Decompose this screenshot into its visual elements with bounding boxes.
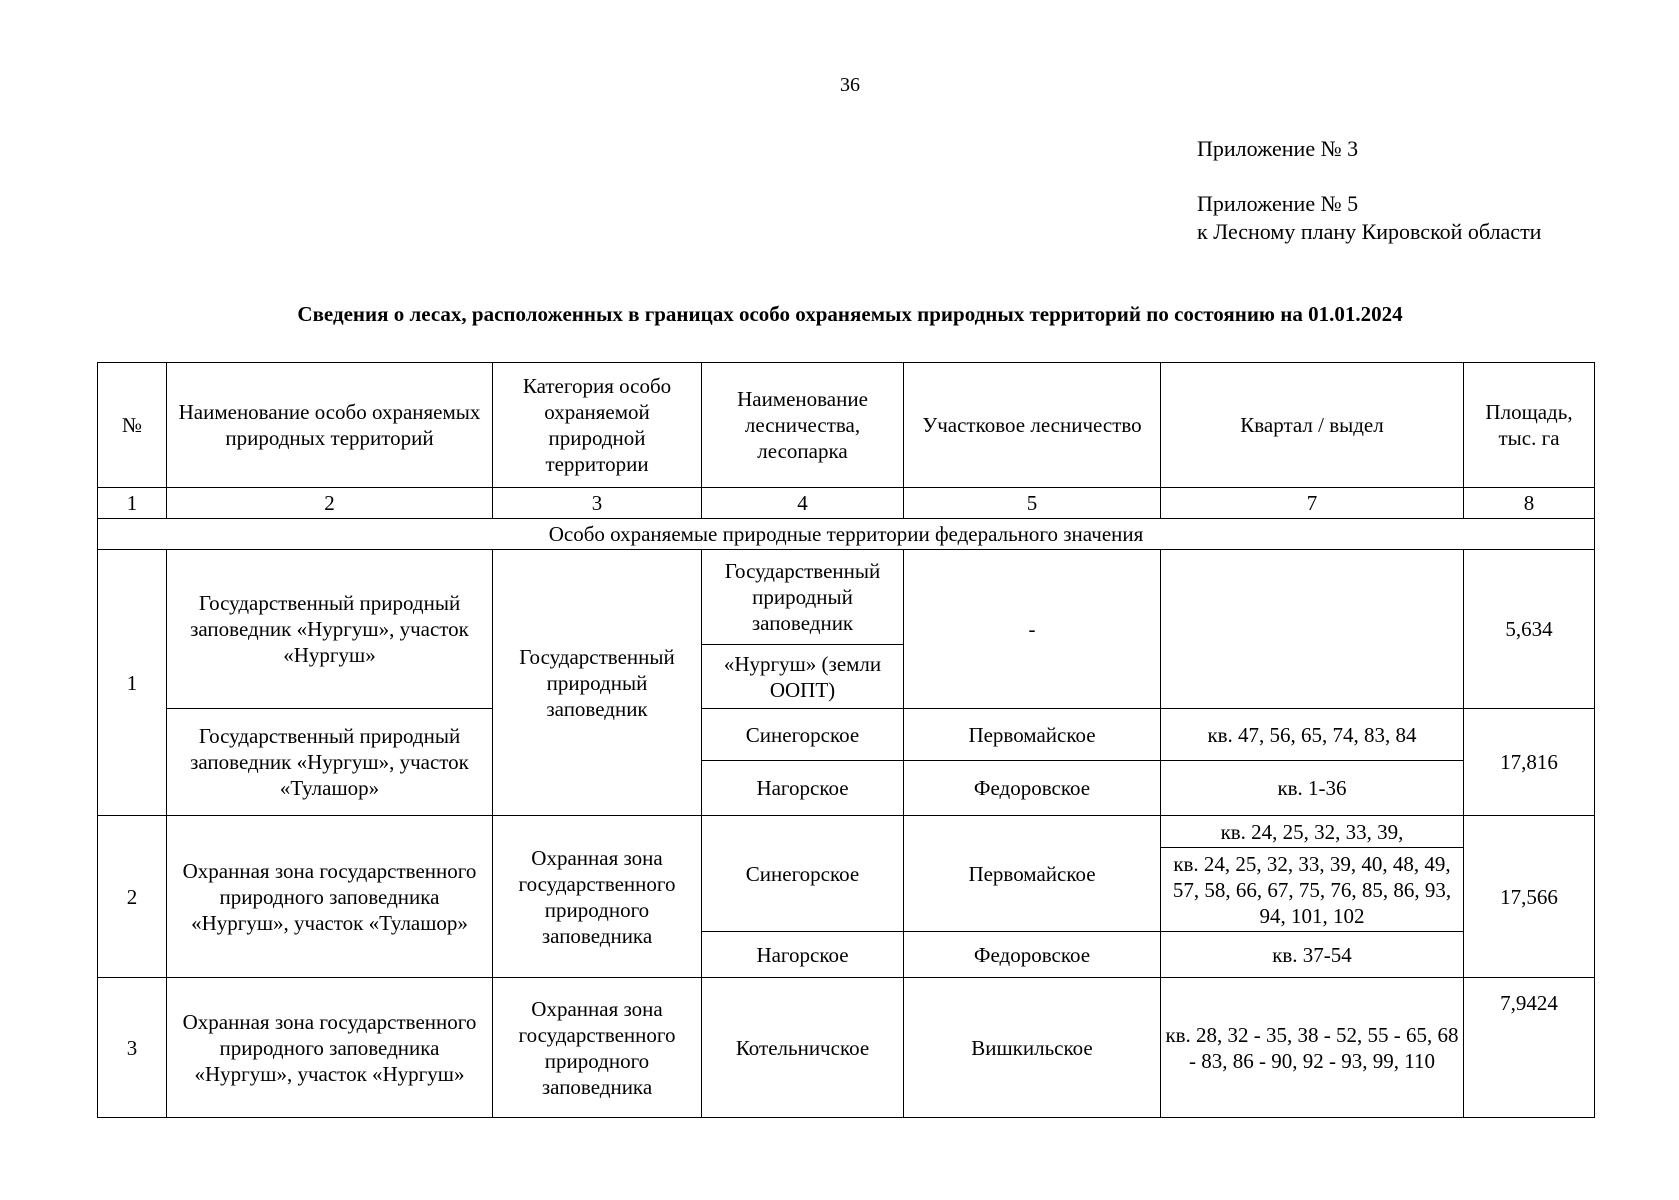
oopt-name: Охранная зона государственного природного заповедника «Нургуш», участок «Тулашор» — [167, 816, 493, 978]
forestry-name: Нагорское — [702, 932, 904, 978]
column-number: 4 — [702, 488, 904, 519]
forestry-name: «Нургуш» (земли ООПТ) — [702, 645, 904, 709]
table-row — [98, 816, 1595, 848]
oopt-category: Охранная зона государственного природного заповедника — [493, 816, 702, 978]
oopt-name: Охранная зона государственного природного заповедника «Нургуш», участок «Нургуш» — [167, 978, 493, 1118]
quarter-list: кв. 28, 32 - 35, 38 - 52, 55 - 65, 68 - 83, 86 - 90, 92 - 93, 99, 110 — [1161, 978, 1464, 1118]
table-row — [98, 550, 1595, 645]
area-value: 17,816 — [1464, 709, 1595, 816]
header-oopt-name: Наименование особо охраняемых природных территорий — [167, 363, 493, 488]
appendix-5-line1: Приложение № 5 — [1197, 191, 1359, 216]
forestry-name: Синегорское — [702, 816, 904, 932]
quarter-list: кв. 24, 25, 32, 33, 39, 40, 48, 49, 57, 58, 66, 67, 75, 76, 85, 86, 93, 94, 101, 102 — [1161, 848, 1464, 932]
column-number: 1 — [98, 488, 167, 519]
section-row — [98, 519, 1595, 550]
header-row — [98, 363, 1595, 488]
row-number: 3 — [98, 978, 167, 1118]
forestry-name: Синегорское — [702, 709, 904, 761]
district-forestry: Федоровское — [904, 761, 1161, 816]
quarter-list: кв. 47, 56, 65, 74, 83, 84 — [1161, 709, 1464, 761]
header-forestry: Наименование лесничества, лесопарка — [702, 363, 904, 488]
district-forestry: Федоровское — [904, 932, 1161, 978]
column-number: 3 — [493, 488, 702, 519]
forestry-name: Государственный природный заповедник — [702, 550, 904, 645]
quarter-list: кв. 1-36 — [1161, 761, 1464, 816]
district-forestry: - — [904, 550, 1161, 709]
appendix-5-label — [1197, 190, 1541, 246]
section-title: Особо охраняемые природные территории федерального значения — [98, 519, 1595, 550]
row-number: 1 — [98, 550, 167, 816]
page-number: 36 — [840, 74, 860, 96]
column-number: 7 — [1161, 488, 1464, 519]
oopt-forest-table — [97, 362, 1595, 1118]
header-area: Площадь, тыс. га — [1464, 363, 1595, 488]
district-forestry: Первомайское — [904, 709, 1161, 761]
forestry-name: Нагорское — [702, 761, 904, 816]
forestry-name: Котельничское — [702, 978, 904, 1118]
area-value: 17,566 — [1464, 816, 1595, 978]
appendix-3-label: Приложение № 3 — [1197, 136, 1359, 161]
header-quarter: Квартал / выдел — [1161, 363, 1464, 488]
district-forestry: Первомайское — [904, 816, 1161, 932]
table-row — [98, 978, 1595, 1118]
header-num: № — [98, 363, 167, 488]
document-title: Сведения о лесах, расположенных в границах особо охраняемых природных территорий по состоянию на 01.01.2024 — [297, 302, 1403, 326]
header-district-forestry: Участковое лесничество — [904, 363, 1161, 488]
column-number: 5 — [904, 488, 1161, 519]
row-number: 2 — [98, 816, 167, 978]
column-number-row — [98, 488, 1595, 519]
table-row — [98, 709, 1595, 761]
column-number: 8 — [1464, 488, 1595, 519]
column-number: 2 — [167, 488, 493, 519]
oopt-category: Государственный природный заповедник — [493, 550, 702, 816]
area-value: 5,634 — [1464, 550, 1595, 709]
header-category: Категория особо охраняемой природной территории — [493, 363, 702, 488]
oopt-name: Государственный природный заповедник «Нургуш», участок «Нургуш» — [167, 550, 493, 709]
district-forestry: Вишкильское — [904, 978, 1161, 1118]
quarter-list — [1161, 550, 1464, 709]
area-value: 7,9424 — [1464, 978, 1595, 1118]
quarter-list: кв. 37-54 — [1161, 932, 1464, 978]
quarter-list: кв. 24, 25, 32, 33, 39, — [1161, 816, 1464, 848]
oopt-name: Государственный природный заповедник «Нургуш», участок «Тулашор» — [167, 709, 493, 816]
appendix-5-line2: к Лесному плану Кировской области — [1197, 219, 1542, 244]
oopt-category: Охранная зона государственного природного заповедника — [493, 978, 702, 1118]
